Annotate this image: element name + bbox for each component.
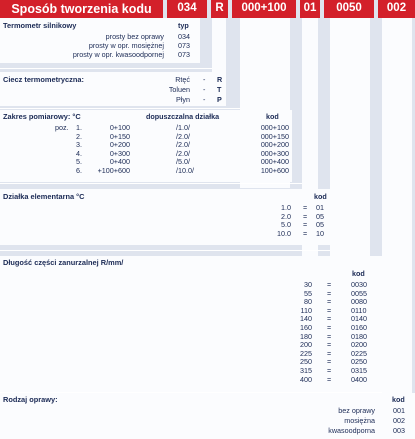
code-type: 034 (167, 0, 207, 18)
zakres-kod: 000+150 (260, 131, 289, 141)
dlugosc-eq: = (327, 366, 332, 375)
dlugosc-eq: = (327, 357, 332, 367)
code-division: 01 (300, 0, 320, 18)
dlugosc-kod: 0160 (351, 323, 367, 332)
oprawa-kod: 001 (393, 406, 405, 415)
col-header-kod: kod (314, 192, 327, 201)
zakres-range: +100+600 (97, 165, 130, 175)
section-title-termometr: Termometr silnikowy (3, 21, 77, 30)
dlugosc-eq: = (327, 314, 332, 324)
divider (0, 250, 330, 251)
ciecz-value: T (217, 85, 222, 94)
zakres-range: 0+400 (109, 157, 130, 166)
zakres-dzialka: /10.0/ (176, 165, 194, 175)
code-housing: 002 (378, 0, 415, 18)
divider (0, 183, 302, 184)
oprawa-label: mosiężna (344, 416, 375, 425)
dlugosc-eq: = (327, 340, 332, 350)
oprawa-kod: 003 (393, 426, 405, 435)
ciecz-label: Rtęć (175, 75, 190, 84)
zakres-kod: 100+600 (260, 165, 289, 175)
oprawa-label: kwasoodporna (328, 426, 375, 435)
dlugosc-eq: = (327, 348, 332, 358)
dlugosc-kod: 0030 (351, 280, 367, 289)
oprawa-kod: 002 (393, 416, 405, 425)
dzialka-eq: = (303, 211, 308, 221)
dlugosc-value: 400 (300, 374, 312, 384)
dzialka-value: 2.0 (281, 211, 291, 221)
termometr-value: 034 (178, 32, 190, 41)
connector-strip-housing (382, 18, 412, 439)
ciecz-value: R (217, 75, 223, 84)
dlugosc-eq: = (327, 288, 332, 298)
dzialka-eq: = (303, 228, 308, 238)
col-header-kod: kod (266, 112, 279, 121)
dzialka-kod: 01 (316, 203, 324, 212)
dlugosc-kod: 0110 (351, 305, 367, 315)
section-title-ciecz: Ciecz termometryczna: (3, 75, 84, 84)
zakres-poz: 6. (76, 165, 82, 175)
dzialka-kod: 10 (316, 228, 324, 238)
section-title-dzialka: Działka elementarna °C (3, 192, 85, 201)
page-title: Sposób tworzenia kodu (0, 0, 163, 18)
zakres-dzialka: /5.0/ (176, 157, 190, 166)
code-liquid: R (211, 0, 228, 18)
termometr-value: 073 (178, 50, 190, 59)
oprawa-label: bez oprawy (338, 406, 375, 415)
dzialka-kod: 05 (316, 220, 324, 229)
dzialka-value: 10.0 (277, 228, 291, 238)
col-header-kod: kod (392, 395, 405, 404)
zakres-range: 0+300 (109, 148, 130, 158)
zakres-poz: 3. (76, 140, 82, 149)
col-header-typ: typ (178, 21, 189, 30)
dlugosc-kod: 0250 (351, 357, 367, 367)
dlugosc-kod: 0315 (351, 366, 367, 375)
termometr-label: prosty w opr. kwasoodpornej (72, 50, 164, 59)
zakres-dzialka: /2.0/ (176, 148, 190, 158)
zakres-range: 0+100 (109, 123, 130, 132)
dlugosc-value: 80 (304, 297, 312, 307)
dlugosc-eq: = (327, 305, 332, 315)
ciecz-label: Płyn (176, 95, 190, 104)
dlugosc-value: 180 (300, 331, 312, 341)
code-length: 0050 (324, 0, 374, 18)
section-title-dlugosc: Długość części zanurzalnej R/mm/ (3, 258, 124, 267)
zakres-kod: 000+100 (260, 123, 289, 132)
zakres-dzialka: /2.0/ (176, 131, 190, 141)
ciecz-value: P (217, 95, 222, 104)
ciecz-dash: - (203, 75, 206, 84)
dlugosc-kod: 0140 (351, 314, 367, 324)
dzialka-value: 5.0 (281, 220, 291, 229)
dlugosc-value: 200 (300, 340, 312, 350)
dlugosc-eq: = (327, 280, 332, 289)
divider (0, 68, 212, 69)
dlugosc-kod: 0200 (351, 340, 367, 350)
dzialka-eq: = (303, 220, 308, 229)
dlugosc-value: 110 (300, 305, 312, 315)
col-header-dzialka: dopuszczalna działka (146, 112, 220, 121)
dlugosc-kod: 0225 (351, 348, 367, 358)
zakres-range: 0+200 (109, 140, 130, 149)
dlugosc-value: 160 (300, 323, 312, 332)
zakres-poz: 5. (76, 157, 82, 166)
zakres-dzialka: /2.0/ (176, 140, 190, 149)
zakres-poz: 1. (76, 123, 82, 132)
zakres-kod: 000+200 (260, 140, 289, 149)
ciecz-label: Toluen (168, 85, 190, 94)
dlugosc-eq: = (327, 374, 332, 384)
termometr-label: prosty bez oprawy (105, 32, 164, 41)
poz-label: poz. (55, 123, 69, 132)
dzialka-eq: = (303, 203, 308, 212)
code-range: 000+100 (232, 0, 296, 18)
dlugosc-kod: 0080 (351, 297, 367, 307)
zakres-range: 0+150 (109, 131, 130, 141)
dlugosc-value: 30 (304, 280, 312, 289)
dlugosc-eq: = (327, 297, 332, 307)
dlugosc-eq: = (327, 331, 332, 341)
termometr-label: prosty w opr. mosiężnej (88, 41, 164, 50)
dlugosc-value: 250 (300, 357, 312, 367)
dzialka-kod: 05 (316, 211, 324, 221)
section-dlugosc (0, 256, 382, 392)
zakres-kod: 000+300 (260, 148, 289, 158)
dlugosc-value: 315 (300, 366, 312, 375)
dlugosc-value: 55 (304, 288, 312, 298)
dlugosc-kod: 0180 (351, 331, 367, 341)
zakres-dzialka: /1.0/ (176, 123, 190, 132)
dlugosc-eq: = (327, 323, 332, 332)
termometr-value: 073 (178, 41, 190, 50)
dlugosc-kod: 0055 (351, 288, 367, 298)
ciecz-dash: - (203, 85, 206, 94)
dlugosc-kod: 0400 (351, 374, 367, 384)
dlugosc-value: 140 (300, 314, 312, 324)
dzialka-value: 1.0 (281, 203, 291, 212)
col-header-kod: kod (352, 269, 365, 278)
zakres-poz: 4. (76, 148, 82, 158)
zakres-kod: 000+400 (260, 157, 289, 166)
section-title-zakres: Zakres pomiarowy: °C (3, 112, 81, 121)
dlugosc-value: 225 (300, 348, 312, 358)
ciecz-dash: - (203, 95, 206, 104)
divider (0, 108, 240, 109)
zakres-poz: 2. (76, 131, 82, 141)
section-title-oprawa: Rodzaj oprawy: (3, 395, 58, 404)
